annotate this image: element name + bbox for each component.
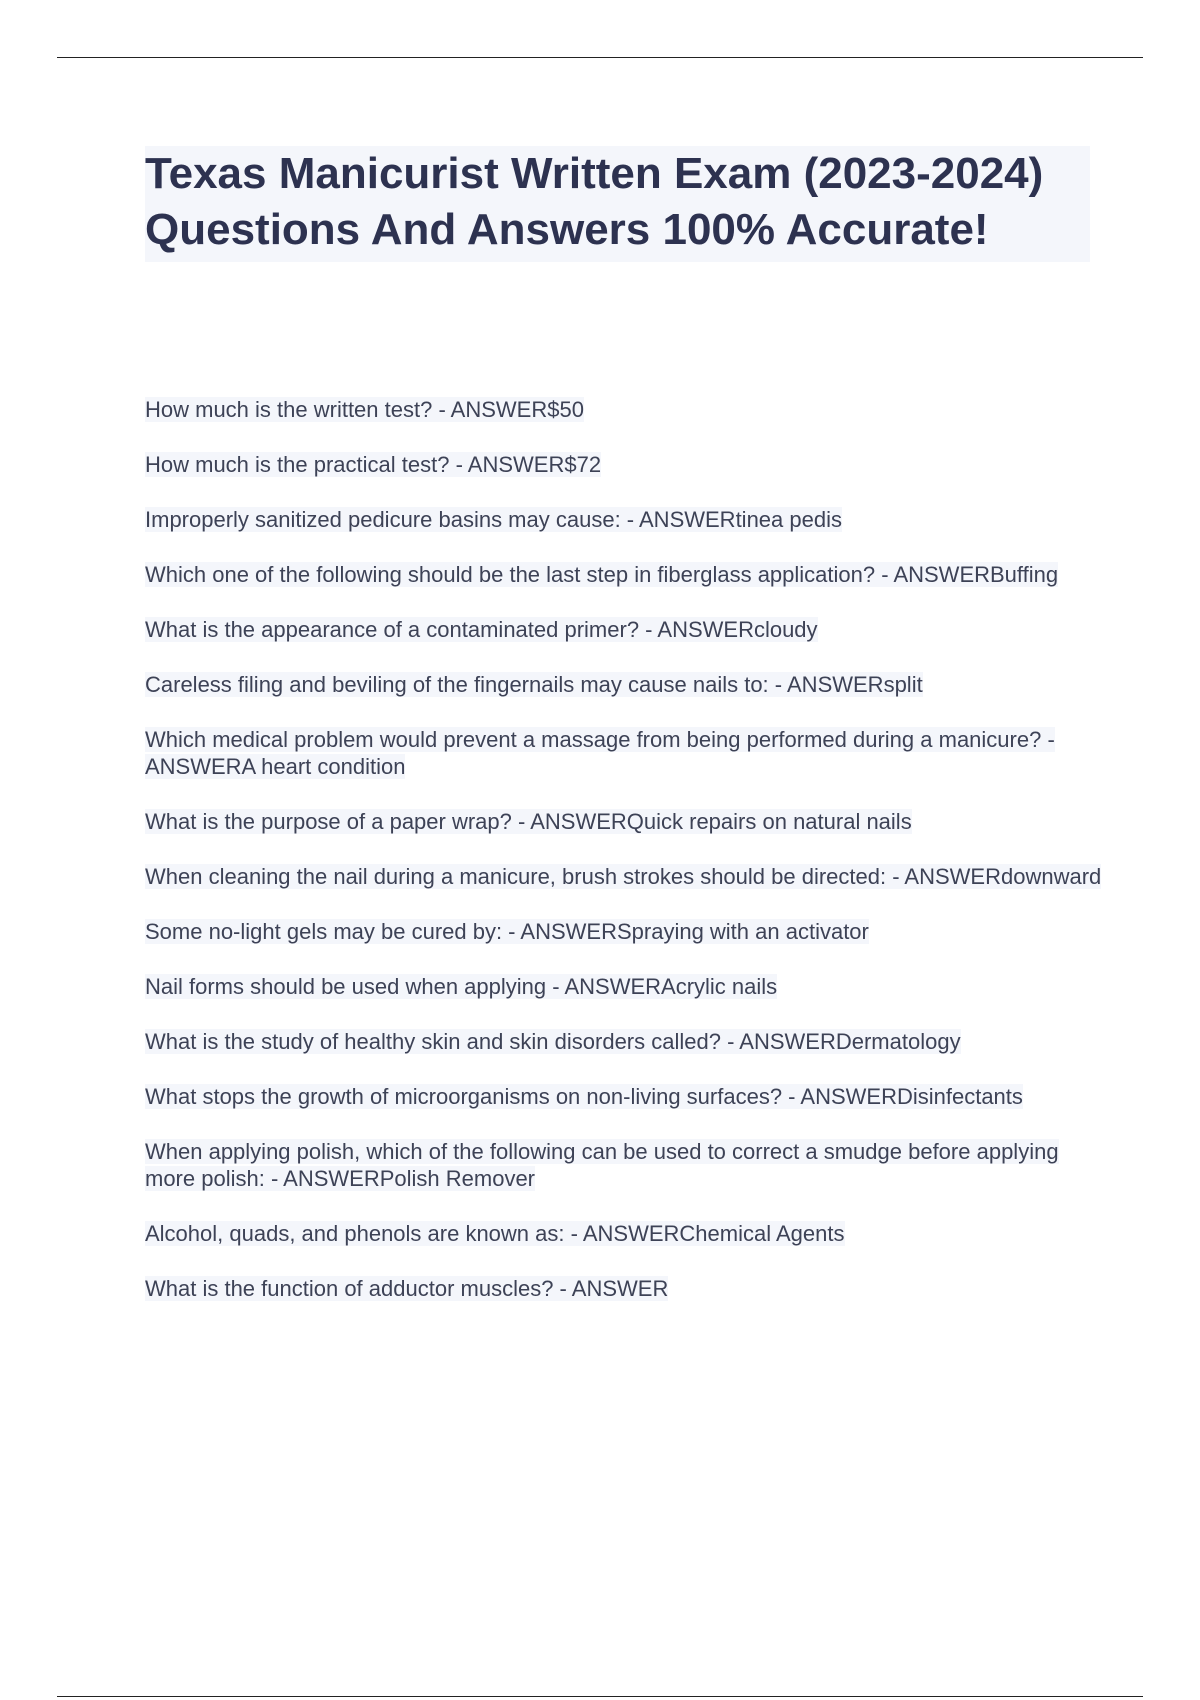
qa-item [145,726,1105,780]
qa-item [145,973,1105,1000]
qa-text: When cleaning the nail during a manicure, brush strokes should be directed: - ANSWERdownward [145,864,1102,889]
qa-text: What is the purpose of a paper wrap? - ANSWERQuick repairs on natural nails [145,809,912,834]
bottom-rule [57,1696,1143,1697]
qa-text: How much is the practical test? - ANSWER$72 [145,452,602,477]
qa-text: Careless filing and beviling of the fingernails may cause nails to: - ANSWERsplit [145,672,923,697]
qa-text: Alcohol, quads, and phenols are known as: - ANSWERChemical Agents [145,1221,845,1246]
qa-item [145,1028,1105,1055]
qa-text: Nail forms should be used when applying - ANSWERAcrylic nails [145,974,778,999]
qa-item [145,451,1105,478]
qa-list [145,396,1105,1330]
qa-text: What is the appearance of a contaminated primer? - ANSWERcloudy [145,617,818,642]
qa-item [145,1220,1105,1247]
qa-item [145,1138,1105,1192]
qa-text: How much is the written test? - ANSWER$50 [145,397,584,422]
qa-item [145,396,1105,423]
qa-item [145,1083,1105,1110]
qa-text: What is the study of healthy skin and skin disorders called? - ANSWERDermatology [145,1029,961,1054]
qa-text: Which one of the following should be the last step in fiberglass application? - ANSWERBuffing [145,562,1059,587]
title-block [145,146,1090,262]
qa-item [145,1275,1105,1302]
qa-text: What stops the growth of microorganisms on non-living surfaces? - ANSWERDisinfectants [145,1084,1023,1109]
qa-text: Which medical problem would prevent a massage from being performed during a manicure? - ANSWERA heart condition [145,727,1055,779]
qa-text: Improperly sanitized pedicure basins may cause: - ANSWERtinea pedis [145,507,842,532]
document-title: Texas Manicurist Written Exam (2023-2024) Questions And Answers 100% Accurate! [145,149,1044,254]
qa-item [145,616,1105,643]
qa-item [145,561,1105,588]
qa-text: Some no-light gels may be cured by: - ANSWERSpraying with an activator [145,919,869,944]
qa-item [145,506,1105,533]
qa-text: When applying polish, which of the following can be used to correct a smudge before applying more polish: - ANSWERPolish Remover [145,1139,1059,1191]
qa-item [145,671,1105,698]
qa-item [145,808,1105,835]
qa-item [145,863,1105,890]
qa-item [145,918,1105,945]
qa-text: What is the function of adductor muscles? - ANSWER [145,1276,669,1301]
top-rule [57,57,1143,58]
